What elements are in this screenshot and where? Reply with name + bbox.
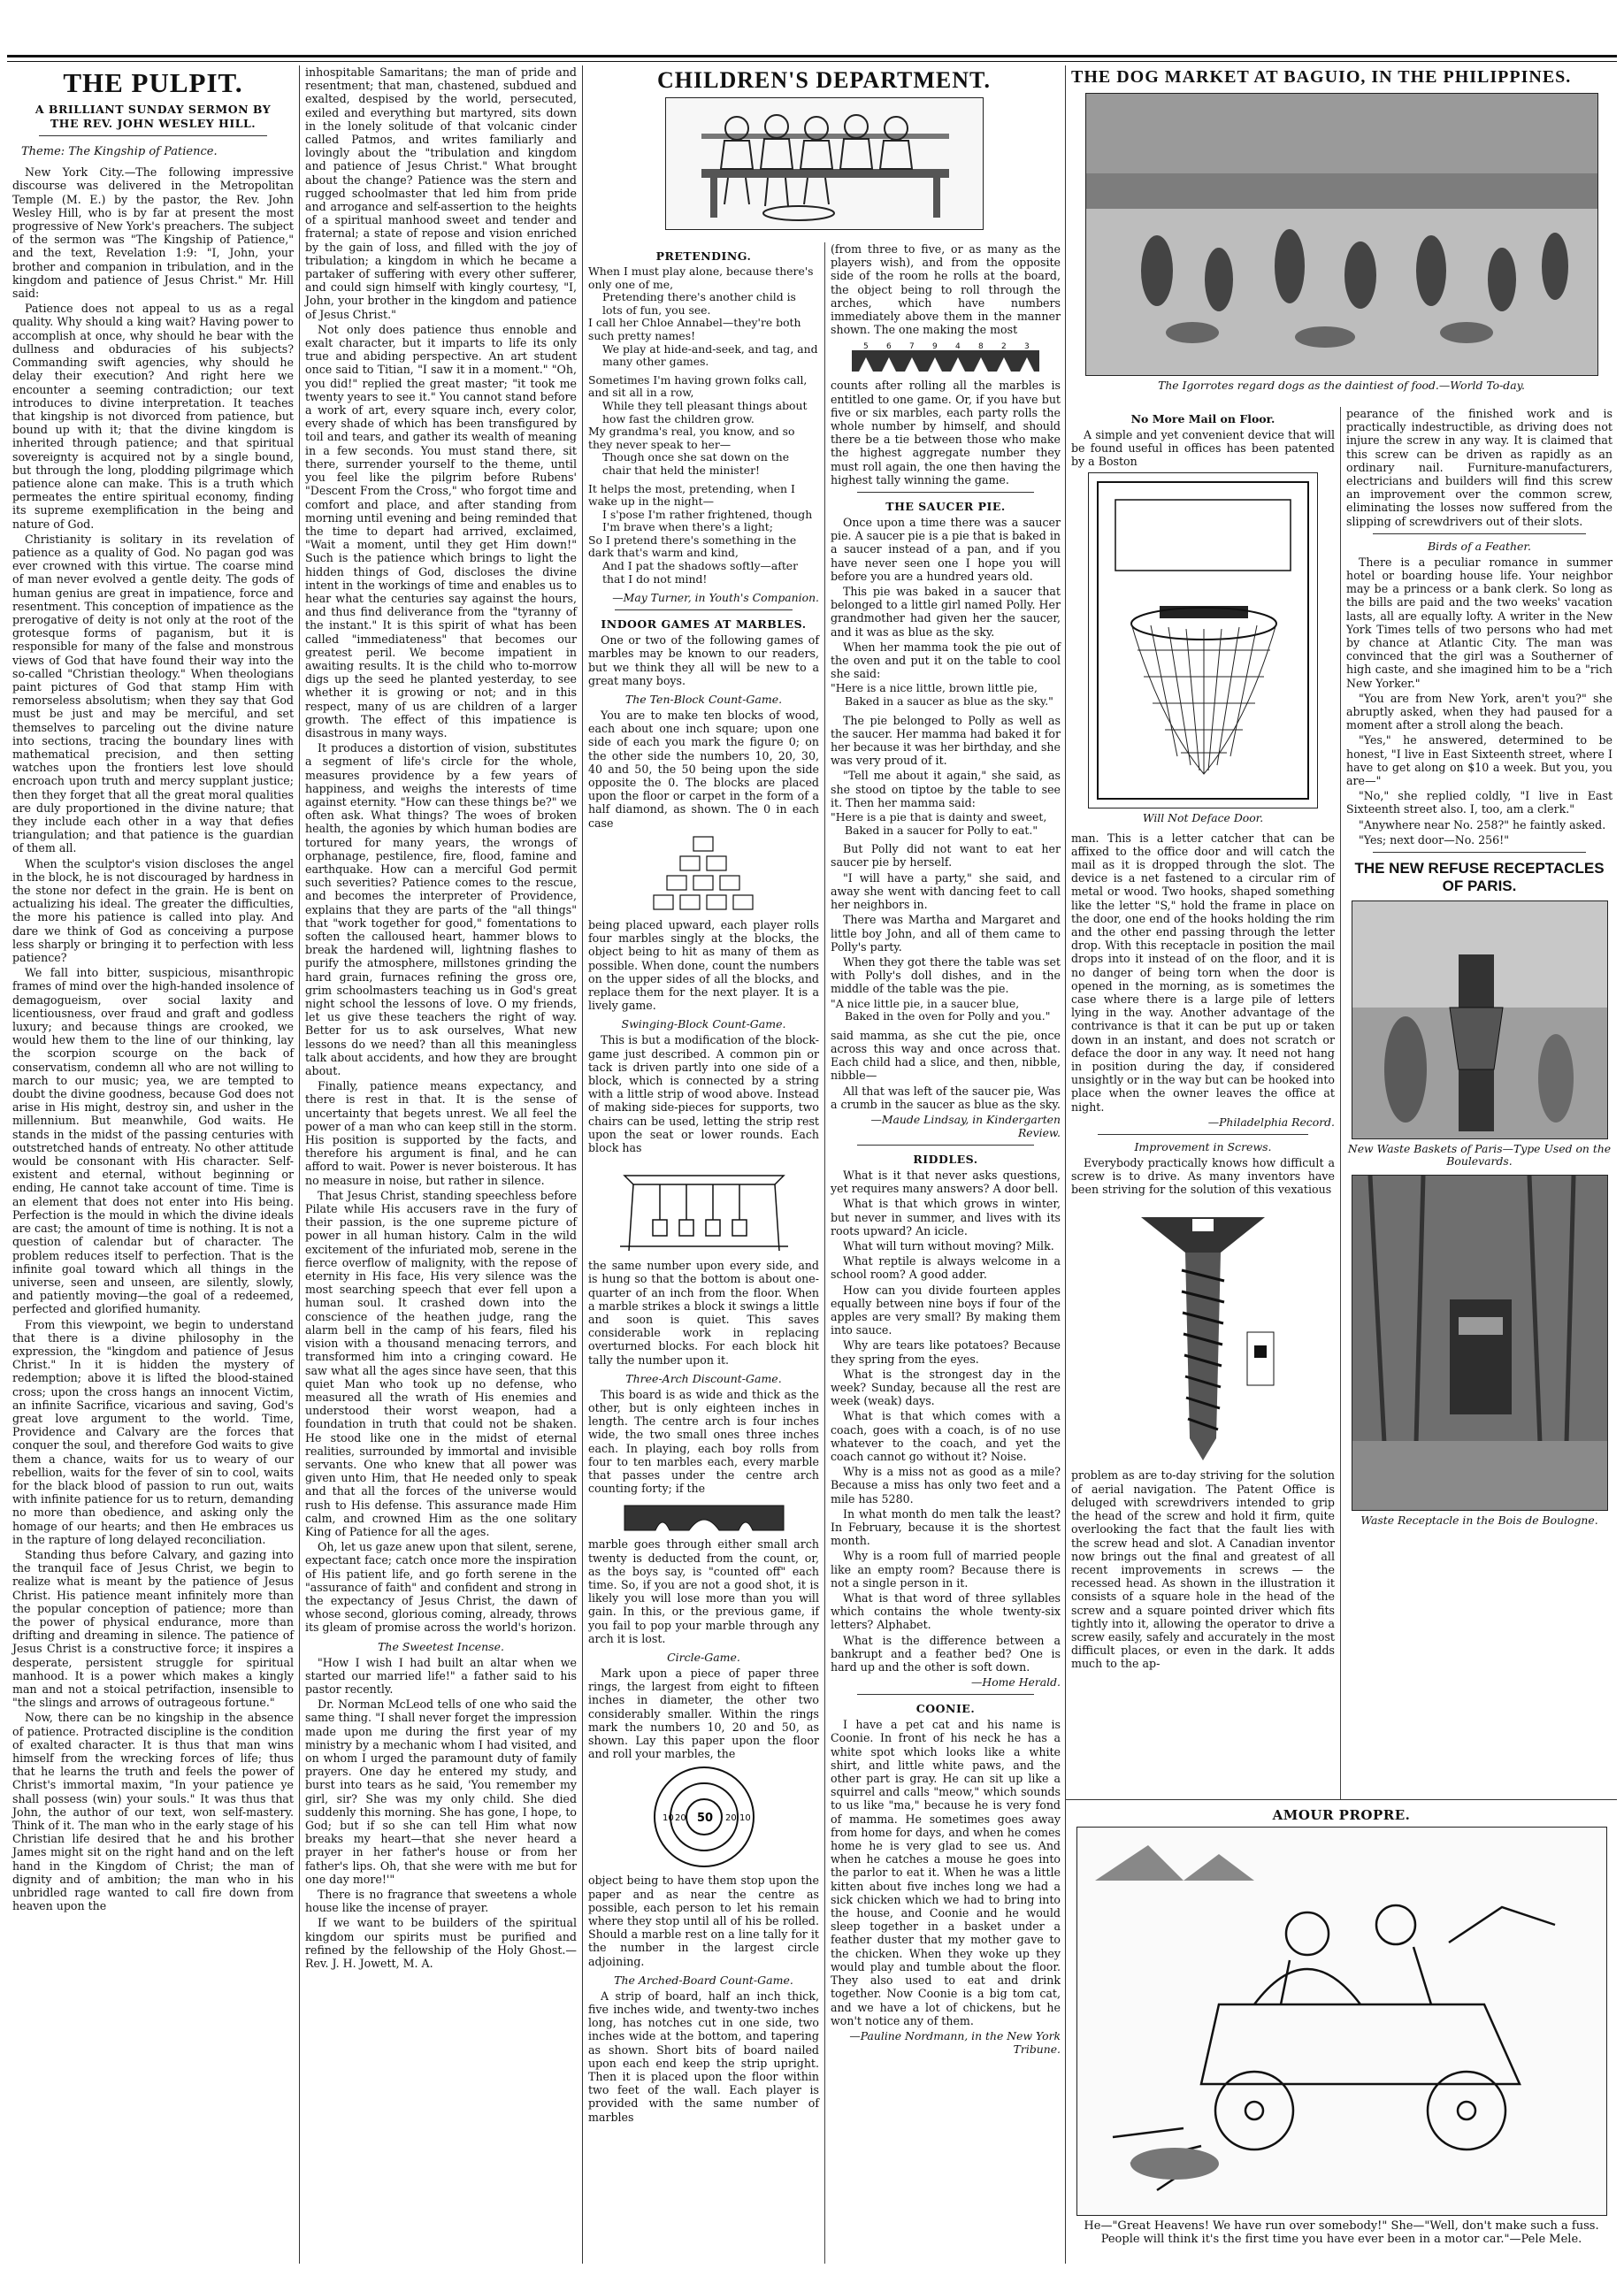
waste-basket-image: [1352, 901, 1607, 1138]
poem-line: Though once she sat down on the chair that held the minister!: [602, 450, 790, 477]
motor-car-cartoon: [1076, 1827, 1607, 2216]
mail-catcher-figure: [1088, 472, 1318, 808]
refuse-title: THE NEW REFUSE RECEPTACLES OF PARIS.: [1354, 860, 1605, 895]
refuse-caption-2: Waste Receptacle in the Bois de Boulogne.: [1360, 1514, 1598, 1528]
tenblock-text: You are to make ten blocks of wood, each about one inch square; upon one side of each you mark the figure 0; on the other side the numbers 10, 20, 30, 40 and 50, the 50 being upon the side opposite the 0. The blocks are placed upon the floor or carpet in the form of a half diamond, as shown. The 0 in each case: [588, 709, 819, 830]
riddle: What is that which comes with a coach, goes with a coach, is of no use whatever to the coach, and yet the coach cannot go without it? Noise.: [831, 1409, 1061, 1463]
sermon-paragraph: Oh, let us gaze anew upon that silent, serene, expectant face; catch once more the inspiration of His patient life, and go forth serene in the "assurance of faith" and confident and strong in the expectancy of Jesus Christ, the dawn of whose second, glorious coming, already, throws its gleam of promise across the world's horizon.: [305, 1540, 577, 1635]
incense-heading: The Sweetest Incense.: [378, 1639, 504, 1653]
threearch-text-continued: marble goes through either small arch twenty is deducted from the count, or, as the boys say, is "counted off" each time. So, if you are not a good shot, it is likely you will lose more than you will gain. In this, or the previous game, if you fail to pop your marble through any arch it is lost.: [588, 1537, 819, 1645]
swing-text: This is but a modification of the block-game just described. A common pin or tack is driven partly into one side of a block, which is connected by a string with a little strip of wood above. Instead of making side-pieces for supports, two chairs can be used, letting the strip rest upon the seat or lower rounds. Each block has: [588, 1033, 819, 1154]
circle-text: Mark upon a piece of paper three rings, the largest from eight to fifteen inches in diameter, the other two considerably smaller. Within the rings mark the numbers 10, 20 and 50, as shown. Lay this paper upon the floor and roll your marbles, the: [588, 1667, 819, 1761]
incense-paragraph: There is no fragrance that sweetens a whole house like the incense of prayer.: [305, 1888, 577, 1915]
verse-line: Baked in a saucer for Polly to eat.": [845, 823, 1038, 837]
divider: [857, 1694, 1034, 1695]
sermon-theme: Theme: The Kingship of Patience.: [21, 145, 218, 159]
divider: [615, 609, 793, 610]
riddle: Why are tears like potatoes? Because they spring from the eyes.: [831, 1338, 1061, 1366]
arch-label: 2: [1001, 342, 1007, 352]
verse-line: Baked in a saucer as blue as the sky.": [845, 694, 1053, 709]
verse-line: "Here is a nice little, brown little pie,: [831, 681, 1038, 695]
mail-text: A simple and yet convenient device that will be found useful in offices has been patented by a Boston: [1071, 428, 1335, 469]
screws-text-continued: problem as are to-day striving for the solution of aerial navigation. The Patent Office is deluged with screwdrivers intended to grip the head of the screw and hold it firm, quite overlooking the fact that the fault lies with the screw head and slot. A Canadian inventor now brings out the final and greatest of all recent improvements in screws — the recessed head. As shown in the illustration it consists of a square hole in the head of the screw and a square pointed driver which fits tightly into it, allowing the operator to drive a screw easily, safely and accurately in the most difficult places, or even in the dark. It adds much to the ap-: [1071, 1468, 1335, 1671]
tenblock-text-continued: being placed upward, each player rolls four marbles singly at the blocks, the object being to hit as many of them as possible. When done, count the numbers on the upper sides of all the blocks, and replace them for the next player. It is a lively game.: [588, 917, 819, 1013]
mail-heading: No More Mail on Floor.: [1130, 412, 1275, 425]
saucer-heading: THE SAUCER PIE.: [885, 500, 1006, 514]
saucer-text: The pie belonged to Polly as well as the saucer. Her mamma had baked it for her because it was her birthday, and she was very proud of it.: [831, 713, 1061, 768]
saucer-text: When her mamma took the pie out of the oven and put it on the table to cool she said:: [831, 640, 1061, 681]
tenblock-heading: The Ten-Block Count-Game.: [624, 693, 783, 707]
riddle: What is that word of three syllables which contains the whole twenty-six letters? Alphabet.: [831, 1591, 1061, 1632]
coonie-heading: COONIE.: [915, 1702, 976, 1716]
column-children: [582, 65, 1065, 2264]
saucer-text: Once upon a time there was a saucer pie. A saucer pie is a pie that is baked in a saucer instead of a pan, and if you have never seen one I hope you will before you are a hundred years old.: [831, 516, 1061, 583]
incense-paragraph: "How I wish I had built an altar when we started our married life!" a father said to his pastor recently.: [305, 1655, 577, 1696]
blocks-diamond-image: [638, 833, 770, 915]
target-label: 20: [724, 1813, 737, 1824]
riddles-signature: —Home Herald.: [971, 1675, 1061, 1690]
screws-heading: Improvement in Screws.: [1134, 1139, 1272, 1153]
motor-car-cartoon-image: [1077, 1828, 1606, 2215]
screws-text: Everybody practically knows how difficult a screw is to drive. As many inventors have been striving for the solution of this vexatious: [1071, 1155, 1335, 1197]
saucer-text: When they got there the table was set with Polly's doll dishes, and in the middle of the table was the pie.: [831, 954, 1061, 996]
sermon-paragraph: When the sculptor's vision discloses the angel in the block, he is not discouraged by hardness in the stone nor defect in the grain. He is bent on actualizing his ideal. The greater the difficulties, the more his patience is called into play. And dare we think of God as conceiving a purpose less sharply or bringing it to perfection with less patience?: [12, 856, 294, 965]
riddle: What is it that never asks questions, yet requires many answers? A door bell.: [831, 1168, 1061, 1196]
saucer-text: "I will have a party," she said, and away she went with dancing feet to call her neighbors in.: [831, 870, 1061, 912]
coonie-text: I have a pet cat and his name is Coonie. In front of his neck he has a white spot which looks like a white shirt, and little white paws, and the other part is gray. He can sit up like a squirrel and calls "meow," which sounds to us like "ma," because he is very fond of mamma. He sometimes goes away from home for days, and when he comes home he is very glad to see us. And when he catches a mouse he goes into the parlor to eat it. When he was a little kitten about five inches long we had a sick chicken which we had to bring into the house, and Coonie and he would sleep together in a basket under a feather duster that my mother gave to the chicken. When they woke up they would play and tumble about the floor. They also used to eat and drink together. Now Coonie is a big tom cat, and we have a lot of chickens, but he won't notice any of them.: [831, 1718, 1061, 2027]
sermon-paragraph: It produces a distortion of vision, substitutes a segment of life's circle for the whole, measures providence by a few years of happiness, and weighs the interests of time against eternity. "How can these things be?" we often ask. What things? The woes of broken health, the agonies by which human bodies are tortured for many years, the wrongs of orphanage, pestilence, fire, flood, famine and earthquake. How can a merciful God permit such severities? Patience comes to the rescue, and becomes the interpreter of Providence, explains that they are parts of the "all things" that "work together for good," fomentations to soften the calloused heart, hammer blows to break the hardened will, lightning flashes to purify the atmosphere, millstones grinding the hard grain, furnaces refining the gross ore, grim schoolmasters teaching us in God's great night school the lessons of love. O my friends, let us give these teachers the right of way. Better for us to ask ourselves, What new lessons do we need? than all this meaningless talk about accidents, and how they are brought about.: [305, 741, 577, 1078]
sermon-paragraph: From this viewpoint, we begin to understand that there is a divine philosophy in the expression, the "kingdom and patience of Jesus Christ." In it is hidden the mystery of redemption; above it is lifted the blood-stained cross; upon the cross hangs an innocent Victim, an infinite Sacrifice, vicarious and saving, God's great love argument to the world. Time, Providence and Calvary are the forces that conquer the soul, and therefore God waits to give them a chance, waits for us to weary of our rebellion, waits for the fever of sin to cool, waits for the black blood of passion to run out, waits with infinite patience for us to return, demanding no more than obedience, and asking only the homage of our hearts; and then He embraces us in the rapture of long delayed reconciliation.: [12, 1317, 294, 1546]
arch-label: 3: [1024, 342, 1030, 352]
sermon-paragraph: Standing thus before Calvary, and gazing into the tranquil face of Jesus Christ, we begin to realize what is meant by the patience of Jesus Christ. His patience meant infinitely more than the popular conception of patience; more than the power of physical endurance, more than drifting and dreaming in silence. The patience of Jesus Christ is a constructive force; it inspires a desperate, persistent struggle for spiritual manhood. It is a power which makes a kingly man and not a stoical petrifaction, insensible to "the slings and arrows of outrageous fortune.": [12, 1547, 294, 1710]
riddle: What is that which grows in winter, but never in summer, and lives with its roots upward? An icicle.: [831, 1197, 1061, 1238]
arch-label: 6: [886, 342, 892, 352]
three-arch-image: [620, 1498, 788, 1534]
dogmarket-title: THE DOG MARKET AT BAGUIO, IN THE PHILIPPINES.: [1071, 67, 1572, 87]
children-title: CHILDREN'S DEPARTMENT.: [657, 67, 991, 93]
arch-label: 8: [978, 342, 984, 352]
arched-text-continued: (from three to five, or as many as the players wish), and from the opposite side of the room he rolls at the board, the object being to roll through the arches, which have numbers immediately above them in the manner shown. The one making the most: [831, 242, 1061, 337]
divider: [857, 1145, 1034, 1146]
circle-target-figure: [651, 1764, 757, 1870]
sermon-paragraph: Christianity is solitary in its revelation of patience as a quality of God. No pagan god was ever crowned with this virtue. The coarse mind of man never evolved a gentle deity. The gods of human genius are great in impatience, force and resentment. This conception of impatience as the prerogative of deity is not only at the root of the grotesque forms of paganism, but it is responsible for many of the false and monstrous views of God that have found their way into the so-called "Christian theology." When theologians paint pictures of God that stamp Him with remorseless absolutism; when they say that God must be just and may be merciful, and set themselves to parceling out the divine nature into sections, tracing the boundary lines with mathematical precision, and then setting watches upon the frontiers lest love should encroach upon truth and mercy supplant justice; then they forget that all the great moral qualities are duly proportioned in the divine nature; that they include each other in a way that defies triangulation; and that patience is the guardian of them all.: [12, 532, 294, 855]
target-label: 50: [696, 1812, 713, 1826]
saucer-text: But Polly did not want to eat her saucer pie by herself.: [831, 842, 1061, 870]
arch-label: 5: [863, 342, 869, 352]
birds-heading: Birds of a Feather.: [1428, 539, 1531, 553]
riddle: What is the difference between a bankrupt and a feather bed? One is hard up and the other is soft down.: [831, 1633, 1061, 1674]
column-sermon-continued: [299, 65, 582, 2264]
divider: [39, 135, 267, 136]
incense-paragraph: Dr. Norman McLeod tells of one who said the same thing. "I shall never forget the impression made upon me during the first year of my ministry by a mechanic whom I had visited, and on whom I urged the paramount duty of family prayers. One day he entered my study, and burst into tears as he said, 'You remember my girl, sir? She was my only child. She died suddenly this morning. She has gone, I hope, to God; but if so she can tell Him what now breaks my heart—that she never heard a prayer in her father's house or from her father's lips. Oh, that she were with me but for one day more!'": [305, 1697, 577, 1886]
bois-receptacle-photo: [1352, 1175, 1608, 1511]
saucer-signature: —Maude Lindsay, in Kindergarten Review.: [870, 1112, 1061, 1139]
verse-line: Baked in the oven for Polly and you.": [845, 1009, 1051, 1023]
paris-waste-basket-photo: [1352, 900, 1608, 1139]
swinging-block-image: [616, 1158, 793, 1255]
poem-line: It helps the most, pretending, when I wake up in the night—: [588, 481, 795, 509]
masthead-rule: [7, 55, 1617, 62]
sermon-paragraph: New York City.—The following impressive discourse was delivered in the Metropolitan Temple (M. E.) by the pastor, the Rev. John Wesley Hill, who is by far at present the most progressive of New York's preachers. The subject of the sermon was "The Kingship of Patience," and the text, Revelation 1:9: "I, John, your brother and companion in tribulation, and in the kingdom and patience of Jesus Christ." Mr. Hill said:: [12, 165, 294, 301]
pulpit-deck-1: A BRILLIANT SUNDAY SERMON BY: [34, 103, 272, 116]
arched-board-image: [848, 340, 1043, 375]
children-right-column: [824, 242, 1065, 2264]
swing-heading: Swinging-Block Count-Game.: [621, 1017, 786, 1031]
circle-heading: Circle-Game.: [667, 1651, 740, 1665]
children-left-column: [583, 242, 824, 2264]
sermon-paragraph: We fall into bitter, suspicious, misanthropic frames of mind over the high-handed insolence of demagogueism, over social laxity and licentiousness, over fraud and graft and godless luxury; and because things are crooked, we would hew them to the line of our thinking, lay the scorpion scourge on the back of conservatism, condemn all who are not willing to march to our music; yea, we are tempted to doubt the divine goodness, because God does not arise in His might, destroy sin, and usher in the millennium. But meanwhile, God waits. He stands in the midst of the passing centuries with outstretched hands of entreaty. No other attitude would be consonant with His character. Self-existent and eternal, without beginning or ending, He cannot take account of time. Time is an element that does not enter into His being. Perfection is the mould in which the divine ideals are cast; the amount of time is nothing. It is not a question of calendar but of character. The problem reduces itself to perfection. That is the infinite goal toward which all things in the universe, seen and unseen, are silently, slowly, and patiently moving—the goal of a redeemed, perfected and glorified humanity.: [12, 966, 294, 1316]
poem-signature: —May Turner, in Youth's Companion.: [612, 591, 819, 605]
verse-line: "Here is a pie that is dainty and sweet,: [831, 810, 1047, 824]
sermon-paragraph: Now, there can be no kingship in the absence of patience. Protracted discipline is the condition of exalted character. It is thus that man wins himself from the wrecking forces of life; thus that he learns the truth and feels the power of Christ's immortal maxim, "In your patience ye shall possess (win) your souls." It was thus that John, the author of our text, won self-mastery. Think of it. The man who in the early stage of his Christian life desired that he and his brother James might sit on the right hand and on the left hand in the Kingdom of Christ; the man of dignity and of ambition; the man who in his unbridled rage wanted to call fire down from heaven upon the: [12, 1711, 294, 1913]
sermon-paragraph: Patience does not appeal to us as a regal quality. Why should a king wait? Having power to accomplish at once, why should he bear with the dullness and obduracies of his subjects? Commanding swift agencies, why should he delay their execution? And right here we encounter a seeming contradiction; our text introduces to divine interpretation. It teaches that kingship is not divorced from patience, but bound up with it; that the divine kingdom is inherited through patience; and that spiritual sovereignty is acquired not by a single bound, but through the long, plodding pilgrimage which patience alone can make. This is a truth which permeates the entire spiritual economy, finding its supreme exemplification in the being and nature of God.: [12, 302, 294, 531]
swinging-block-figure: [616, 1158, 793, 1255]
riddle: What is the strongest day in the week? Sunday, because all the rest are week (weak) days.: [831, 1367, 1061, 1408]
poem-line: We play at hide-and-seek, and tag, and many other games.: [602, 341, 818, 369]
dogmarket-caption: The Igorrotes regard dogs as the daintiest of food.—World To-day.: [1158, 379, 1525, 392]
incense-paragraph: If we want to be builders of the spiritual kingdom our spirits must be purified and refined by the fellowship of the Holy Ghost.—Rev. J. H. Jowett, M. A.: [305, 1916, 577, 1971]
column-pulpit: [7, 65, 299, 2264]
screw-figure: [1123, 1199, 1283, 1465]
three-arch-figure: [620, 1498, 788, 1534]
screws-text-continued-2: pearance of the finished work and is practically indestructible, as driving does not injure the screw in any way. It is claimed that this screw can be driven as rapidly as an ordinary nail. Furniture-manufacturers, electricians and builders will find this screw an improvement over the common screw, eliminating the losses now suffered from the slipping of screwdrivers out of their slots.: [1346, 407, 1613, 528]
birds-text: "You are from New York, aren't you?" she abruptly asked, when they had paused for a moment after a stroll along the beach.: [1346, 691, 1613, 732]
pulpit-deck-2: THE REV. JOHN WESLEY HILL.: [50, 116, 257, 130]
poem-line: My grandma's real, you know, and so they never speak to her—: [588, 425, 795, 451]
mail-caption: Will Not Deface Door.: [1142, 810, 1264, 824]
swing-text-continued: the same number upon every side, and is hung so that the bottom is about one-quarter of an inch from the floor. When a marble strikes a block it swings a little and soon is quiet. This saves considerable work in replacing overturned blocks. For each block hit tally the number upon it.: [588, 1259, 819, 1367]
children-bench-illustration: [665, 97, 984, 230]
refuse-caption-1: New Waste Baskets of Paris—Type Used on the Boulevards.: [1347, 1142, 1612, 1169]
birds-text: "Yes; next door—No. 256!": [1359, 832, 1510, 847]
arch-label: 4: [955, 342, 961, 352]
riddle: What will turn without moving? Milk.: [843, 1238, 1054, 1253]
arched-board-figure: [848, 340, 1043, 375]
coonie-signature: —Pauline Nordmann, in the New York Tribune.: [849, 2028, 1061, 2056]
poem-title: PRETENDING.: [655, 249, 752, 263]
arched-text: A strip of board, half an inch thick, five inches wide, and twenty-two inches long, has notches cut in one side, two inches wide at the bottom, and tapering as shown. Short bits of board nailed upon each end keep the strip upright. Then it is placed upon the floor within two feet of the wall. Each player is provided with the same number of marbles: [588, 1989, 819, 2124]
divider: [1373, 533, 1586, 534]
verse-line: "A nice little pie, in a saucer blue,: [831, 996, 1020, 1010]
saucer-text: "Tell me about it again," she said, as she stood on tiptoe by the table to see it. Then her mamma said:: [831, 769, 1061, 809]
riddle: Why is a miss not as good as a mile? Because a miss has only two feet and a mile has 5280.: [831, 1465, 1061, 1506]
saucer-verse: [831, 998, 1061, 1023]
amour-propre-cartoon: [1066, 1799, 1617, 2264]
poem-line: And I pat the shadows softly—after that I do not mind!: [602, 559, 799, 586]
mail-signature: —Philadelphia Record.: [1207, 1115, 1335, 1129]
bois-receptacle-image: [1352, 1176, 1607, 1510]
poem-line: Pretending there's another child is lots of fun, you see.: [602, 290, 796, 317]
poem-line: I s'pose I'm rather frightened, though I'm brave when there's a light;: [602, 507, 813, 534]
sermon-paragraph: Not only does patience thus ennoble and exalt character, but it imparts to life its only true and abiding perspective. An art student once said to Titian, "I saw it in a moment." "Oh, you did!" replied the great master; "it took me twenty years to see it." You cannot stand before a work of art, every square inch, every color, every shade of which has been transfigured by toil and tears, and gather its wealth of meaning in a few seconds. You must stand there, sit there, surrender yourself to the theme, until you feel like the pilgrim before Rubens' "Descent From the Cross," who forgot time and comfort and place, and after standing from morning until evening and being reminded that the time to depart had arrived, exclaimed, "Wait a moment, until they get Him down!" Such is the patience which brings to light the hidden things of God, discloses the divine intent in the workings of time and enables us to hear what the centuries say against the hours, and thus find deliverance from the "tyranny of the instant." It is this spirit of what has been called "immediateness" that becomes our greatest peril. We become impatient in awaiting results. It is the child who to-morrow digs up the seed he planted yesterday, to see whether it is growing or not; and in this respect, many of us are children of a larger growth. The effect of this impatience is disastrous in many ways.: [305, 322, 577, 740]
saucer-text: There was Martha and Margaret and little boy John, and all of them came to Polly's party.: [831, 913, 1061, 954]
target-label: 20: [674, 1813, 686, 1824]
sermon-paragraph: That Jesus Christ, standing speechless before Pilate while His accusers rave in the fury of their passion, is the one supreme picture of power in all human history. Calm in the wild excitement of the infuriated mob, serene in the fierce overflow of malignity, with the repose of eternity in His face, His very silence was the most searching speech that ever fell upon a human soul. It crashed down into the conscience of the heathen judge, rang the alarm bell in the camp of his fears, filed his vision with a thousand menacing terrors, and transformed him into a cringing coward. He saw what all the ages since have seen, that this quiet Man who took up no defense, who measured all the wrath of His enemies and understood their worst weapon, had a foundation in truth that could not be shaken. He stood like one in the midst of eternal realities, surrounded by immortal and invisible servants. One who knew that all power was given unto Him, that He needed only to speak and that all the forces of the universe would rush to His defense. This assurance made Him calm, and crowned Him as the one solitary King of Patience for all the ages.: [305, 1188, 577, 1538]
arched-text-continued-2: counts after rolling all the marbles is entitled to one game. Or, if you have but five or six marbles, each party rolls the whole number by himself, and should there be a tie between those who make the highest aggregate number they must roll again, the one then having the highest tally winning the game.: [831, 379, 1061, 487]
dogmarket-photo-image: [1086, 94, 1597, 375]
saucer-verse: [831, 811, 1061, 837]
circle-text-continued: object being to have them stop upon the paper and as near the centre as possible, each person to let his remain where they stop until all of his be rolled. Should a marble rest on a line tally for it the number in the largest circle adjoining.: [588, 1874, 819, 1968]
arched-heading: The Arched-Board Count-Game.: [614, 1973, 793, 1987]
target-label: 10: [739, 1813, 751, 1824]
screw-image: [1123, 1199, 1283, 1465]
birds-text: "Anywhere near No. 258?" he faintly asked.: [1359, 817, 1606, 831]
amour-title: AMOUR PROPRE.: [1272, 1807, 1411, 1823]
saucer-text: said mamma, as she cut the pie, once across this way and once across that. Each child had a slice, and then, nibble, nibble—: [831, 1028, 1061, 1083]
dogmarket-photo: [1085, 93, 1598, 376]
children-on-bench-image: [666, 98, 983, 229]
threearch-heading: Three-Arch Discount-Game.: [625, 1371, 782, 1385]
saucer-text: This pie was baked in a saucer that belonged to a little girl named Polly. Her grandmother had given her the saucer, and it was as blue as the sky.: [831, 585, 1061, 639]
birds-text: "No," she replied coldly, "I live in East Sixteenth street also. I, too, am a clerk.": [1346, 789, 1613, 816]
poem-line: When I must play alone, because there's only one of me,: [588, 264, 814, 291]
blocks-diamond-figure: [638, 833, 770, 915]
birds-text: There is a peculiar romance in summer hotel or boarding house life. Your neighbor may be a princess or a bank clerk. So long as the bills are paid and the two weeks' vacation lasts, all are equally lofty. A writer in the New York Times tells of two persons who had met by chance at Atlantic City. The man was convinced that the girl was a Southerner of high caste, and she imagined him to be a "rich New Yorker.": [1346, 555, 1613, 690]
marbles-intro: One or two of the following games of marbles may be known to our readers, but we think they all will be new to a great many boys.: [588, 633, 819, 687]
riddles-heading: RIDDLES.: [913, 1152, 978, 1166]
pulpit-title: THE PULPIT.: [63, 67, 243, 98]
amour-caption: He—"Great Heavens! We have run over somebody!" She—"Well, don't make such a fuss. People will think it's the first time you have ever been in a motor car."—Pele Mele.: [1084, 2219, 1599, 2247]
saucer-text: All that was left of the saucer pie, Was a crumb in the saucer as blue as the sky.: [831, 1084, 1061, 1111]
poem-pretending: [588, 265, 819, 586]
arch-label: 7: [909, 342, 915, 352]
birds-text: "Yes," he answered, determined to be honest, "I live in East Sixteenth street, where I have to get along on $10 a week. But you, you are—": [1346, 733, 1613, 788]
divider: [1098, 1134, 1308, 1135]
mail-catcher-image: [1089, 473, 1317, 808]
circle-target-image: [651, 1764, 757, 1870]
marbles-heading: INDOOR GAMES AT MARBLES.: [601, 617, 807, 632]
riddle: Why is a room full of married people like an empty room? Because there is not a single person in it.: [831, 1549, 1061, 1590]
poem-line: I call her Chloe Annabel—they're both such pretty names!: [588, 316, 801, 342]
riddle: What reptile is always welcome in a school room? A good adder.: [831, 1254, 1061, 1282]
poem-line: Sometimes I'm having grown folks call, and sit all in a row,: [588, 372, 808, 400]
saucer-verse: [831, 682, 1061, 708]
column-features: [1065, 65, 1617, 2264]
riddle: How can you divide fourteen apples equally between nine boys if four of the apples are very small? By making them into sauce.: [831, 1283, 1061, 1337]
divider: [1373, 852, 1586, 853]
riddle: In what month do men talk the least? In February, because it is the shortest month.: [831, 1506, 1061, 1548]
arch-label: 9: [932, 342, 938, 352]
sermon-paragraph: Finally, patience means expectancy, and there is rest in that. It is the sense of uncertainty that begets unrest. We all feel the power of a man who can keep still in the storm. His position is supported by the facts, and therefore his argument is final, and he can afford to wait. Power is never boisterous. It has no measure in noise, but rather in silence.: [305, 1079, 577, 1187]
poem-line: While they tell pleasant things about how fast the children grow.: [602, 398, 808, 425]
poem-line: So I pretend there's something in the dark that's warm and kind,: [588, 533, 797, 560]
sermon-paragraph: inhospitable Samaritans; the man of pride and resentment; that man, chastened, subdued and exalted, despised by the world, persecuted, exiled and everything but martyred, sits down in the lonely solitude of that volcanic cinder called Patmos, and writes familiarly and lovingly about the "tribulation and kingdom and patience of Jesus Christ." What brought about the change? Patience was the stern and rugged schoolmaster that led him from pride and arrogance and self-assertion to the heights of a spiritual manhood sweet and tender and fraternal; a state of repose and vision enriched by the gain of loss, and filled with the joy of tribulation; a kingdom in which he became a partaker of suffering with every other sufferer, and could sign himself with kingly courtesy, "I, John, your brother in the kingdom and patience of Jesus Christ.": [305, 65, 577, 321]
target-label: 10: [662, 1813, 674, 1824]
divider: [857, 492, 1034, 493]
threearch-text: This board is as wide and thick as the other, but is only eighteen inches in length. The centre arch is four inches wide, the two small ones three inches each. In playing, each boy rolls from four to ten marbles each, every marble that passes under the centre arch counting forty; if the: [588, 1387, 819, 1496]
mail-text-continued: man. This is a letter catcher that can be affixed to the office door and will catch the mail as it is dropped through the slot. The device is a net fastened to a circular rim of metal or wood. Two hooks, shaped something like the letter "S," hold the frame in place on the door, one end of the hooks holding the rim and the other end passing through the letter drop. With this receptacle in position the mail drops into it instead of on the floor, and it is no danger of being torn when the door is opened in the morning, as is sometimes the case where there is a large pile of letters lying in the way. Another advantage of the contrivance is that it can be put up or taken down in an instant, and does not scratch or deface the door in any way. It need not hang in position during the day, if considered unsightly or in the way but can be hooked into place when the owner leaves the office at night.: [1071, 831, 1335, 1114]
